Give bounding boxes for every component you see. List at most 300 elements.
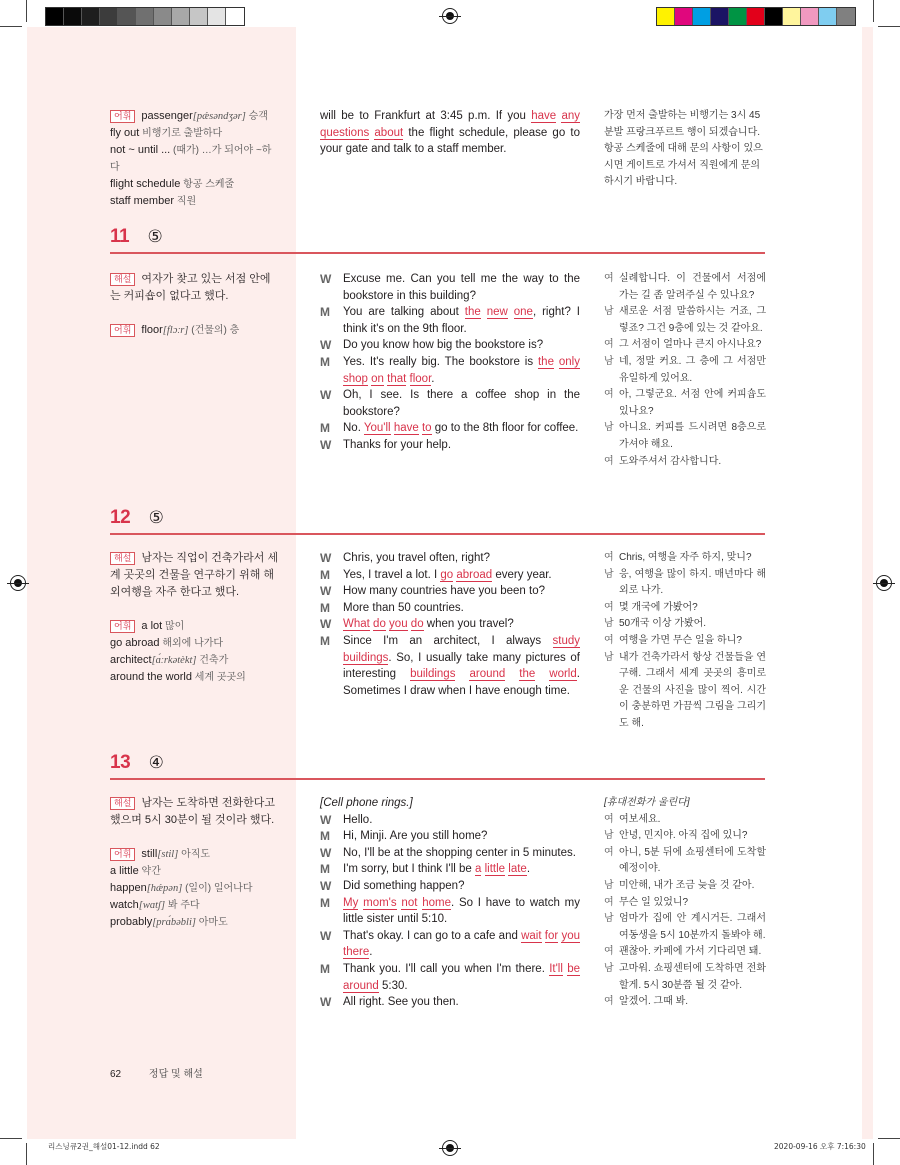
key-phrase: world bbox=[549, 668, 577, 681]
translation-line bbox=[604, 994, 766, 1011]
vocab-phonetic: [stil] bbox=[157, 849, 179, 860]
translation-text: 괜찮아. 카페에 가서 기다리면 돼. bbox=[619, 946, 762, 958]
registration-mark-icon bbox=[10, 575, 26, 591]
dialogue-line bbox=[320, 567, 580, 584]
vocab-item bbox=[110, 846, 280, 863]
dialogue-line bbox=[320, 878, 580, 895]
explanation-tag: 해설 bbox=[110, 273, 135, 286]
color-swatch bbox=[657, 8, 675, 25]
grayscale-color-bar bbox=[45, 7, 245, 26]
q11-translation bbox=[604, 271, 766, 470]
color-swatch bbox=[100, 8, 118, 25]
key-phrase: little bbox=[484, 863, 506, 876]
vocab-meaning: 승객 bbox=[245, 111, 268, 122]
speaker-label: W bbox=[320, 437, 332, 452]
speaker-label: 여 bbox=[604, 896, 614, 908]
speaker-label: M bbox=[320, 633, 330, 648]
vocab-word: staff member bbox=[110, 195, 174, 207]
speaker-label: M bbox=[320, 829, 330, 844]
section-title: 정답 및 해설 bbox=[148, 1069, 203, 1080]
key-phrase: one bbox=[513, 306, 533, 319]
vocab-item bbox=[110, 863, 280, 880]
page-number: 62 bbox=[110, 1069, 122, 1080]
color-swatch bbox=[711, 8, 729, 25]
dialogue-line bbox=[320, 895, 580, 928]
dialogue-text: No, I'll be at the shopping center in 5 minutes. bbox=[343, 846, 576, 859]
dialogue-text: No. You'll have to go to the 8th floor for coffee. bbox=[343, 422, 579, 435]
key-phrase: not bbox=[401, 896, 418, 909]
key-phrase: buildings bbox=[410, 668, 456, 681]
speaker-label: 남 bbox=[604, 830, 614, 842]
color-swatch bbox=[226, 8, 244, 25]
dialogue-line bbox=[320, 928, 580, 961]
key-phrase: go bbox=[440, 568, 454, 581]
key-phrase: questions bbox=[320, 126, 370, 139]
translation-line bbox=[604, 387, 766, 420]
speaker-label: 남 bbox=[604, 962, 614, 974]
key-phrase: the bbox=[537, 355, 554, 368]
speaker-label: W bbox=[320, 928, 332, 943]
speaker-label: 여 bbox=[604, 552, 614, 563]
translation-line bbox=[604, 961, 766, 994]
dialogue-text: I'm sorry, but I think I'll be a little late. bbox=[343, 863, 531, 876]
vocab-meaning: 많이 bbox=[162, 621, 185, 632]
vocab-word: a little bbox=[110, 865, 139, 877]
dialogue-line bbox=[320, 437, 580, 454]
translation-line bbox=[604, 633, 766, 650]
speaker-label: M bbox=[320, 600, 330, 615]
vocab-meaning: 해외에 나가다 bbox=[159, 638, 224, 649]
registration-mark-icon bbox=[442, 8, 458, 24]
page-footer bbox=[110, 1065, 203, 1080]
vocab-item bbox=[110, 635, 280, 652]
vocab-phonetic: [hǽpən] bbox=[146, 883, 183, 894]
vocab-item bbox=[110, 669, 280, 686]
translation-line bbox=[604, 911, 766, 944]
key-phrase: you bbox=[389, 618, 408, 631]
dialogue-line bbox=[320, 812, 580, 829]
translation-line bbox=[604, 944, 766, 961]
color-swatch bbox=[190, 8, 208, 25]
color-swatch bbox=[172, 8, 190, 25]
color-swatch bbox=[747, 8, 765, 25]
dialogue-text: How many countries have you been to? bbox=[343, 585, 546, 598]
question-12-header bbox=[110, 507, 765, 529]
key-phrase: home bbox=[422, 896, 451, 909]
color-swatch bbox=[729, 8, 747, 25]
key-phrase: new bbox=[486, 306, 508, 319]
speaker-label: 남 bbox=[604, 422, 614, 434]
vocab-word: probably bbox=[110, 916, 153, 928]
slug-filename: 리스닝큐2권_해설01-12.indd 62 bbox=[48, 1142, 160, 1151]
vocab-meaning: 세계 곳곳의 bbox=[191, 672, 246, 683]
translation-text: 아니, 5분 뒤에 쇼핑센터에 도착할 예정이야. bbox=[619, 846, 766, 875]
speaker-label: 남 bbox=[604, 306, 614, 318]
vocab-tag: 어휘 bbox=[110, 110, 135, 123]
vocab-word: happen bbox=[110, 882, 147, 894]
speaker-label: 남 bbox=[604, 913, 614, 925]
translation-line bbox=[604, 812, 766, 829]
translation-line bbox=[604, 878, 766, 895]
explanation-tag: 해설 bbox=[110, 797, 135, 810]
color-swatch bbox=[64, 8, 82, 25]
vocab-list bbox=[110, 618, 280, 686]
vocab-word: watch bbox=[110, 899, 139, 911]
vocab-item bbox=[110, 125, 280, 142]
translation-text: 50개국 이상 가봤어. bbox=[619, 618, 707, 630]
key-phrase: the bbox=[464, 306, 481, 319]
dialogue-text: Oh, I see. Is there a coffee shop in the bookstore? bbox=[343, 389, 580, 418]
vocab-tag: 어휘 bbox=[110, 848, 135, 861]
key-phrase: any bbox=[561, 110, 581, 122]
vocab-item bbox=[110, 652, 280, 669]
bleed-background bbox=[862, 27, 873, 1139]
vocab-meaning: 아마도 bbox=[195, 917, 228, 928]
crop-mark bbox=[0, 1138, 22, 1139]
dialogue-text: More than 50 countries. bbox=[343, 601, 464, 614]
top-translation bbox=[604, 108, 766, 191]
vocab-phonetic: [ɑ́ːrkətèkt] bbox=[151, 655, 197, 666]
translation-text: 알겠어. 그때 봐. bbox=[619, 996, 689, 1008]
speaker-label: W bbox=[320, 551, 332, 565]
translation-text: 무슨 일 있었니? bbox=[619, 896, 689, 908]
translation-line bbox=[604, 828, 766, 845]
speaker-label: W bbox=[320, 338, 332, 353]
key-phrase: What bbox=[343, 618, 370, 631]
translation-line bbox=[604, 337, 766, 354]
dialogue-line bbox=[320, 600, 580, 617]
translation-line bbox=[604, 454, 766, 471]
dialogue-text: Since I'm an architect, I always study buildings. So, I usually take many pictures of interesting buildings around the world. Sometimes I draw when I have enough time. bbox=[343, 634, 580, 697]
dialogue-line bbox=[320, 583, 580, 600]
translation-text: 내가 건축가라서 항상 건물들을 연구해. 그래서 세계 곳곳의 흥미로운 건물의 사진을 많이 찍어. 시간이 충분하면 가끔씩 그림을 그리기도 해. bbox=[619, 651, 766, 729]
key-phrase: be bbox=[567, 962, 580, 975]
translation-line bbox=[604, 600, 766, 617]
key-phrase: wait bbox=[521, 929, 542, 942]
translation-line bbox=[604, 616, 766, 633]
vocab-item bbox=[110, 108, 280, 125]
vocab-item bbox=[110, 193, 280, 210]
vocab-meaning: 비행기로 출발하다 bbox=[139, 128, 223, 139]
translation-line bbox=[604, 845, 766, 878]
explanation-tag: 해설 bbox=[110, 552, 135, 565]
dialogue-line bbox=[320, 961, 580, 994]
translation-line bbox=[604, 650, 766, 733]
color-swatch bbox=[693, 8, 711, 25]
color-swatch bbox=[208, 8, 226, 25]
color-swatch bbox=[154, 8, 172, 25]
dialogue-line bbox=[320, 828, 580, 845]
key-phrase: late bbox=[508, 863, 527, 876]
vocab-word: go abroad bbox=[110, 637, 160, 649]
dialogue-line bbox=[320, 354, 580, 387]
vocab-phonetic: [pǽsəndʒər] bbox=[192, 111, 246, 122]
crop-mark bbox=[26, 1143, 27, 1165]
color-swatch bbox=[801, 8, 819, 25]
translation-text: Chris, 여행을 자주 하지, 맞니? bbox=[619, 552, 752, 563]
dialogue-line bbox=[320, 550, 580, 567]
color-swatch bbox=[819, 8, 837, 25]
speaker-label: 여 bbox=[604, 946, 614, 958]
explanation bbox=[110, 550, 280, 601]
dialogue-text: You are talking about the new one, right? I think it's on the 9th floor. bbox=[343, 306, 580, 335]
key-phrase: have bbox=[531, 110, 557, 122]
question-13-header bbox=[110, 752, 765, 774]
speaker-label: M bbox=[320, 421, 330, 436]
key-phrase: study bbox=[552, 634, 580, 647]
vocab-word: flight schedule bbox=[110, 178, 181, 190]
crop-mark bbox=[873, 1143, 874, 1165]
vocab-tag: 어휘 bbox=[110, 620, 135, 633]
speaker-label: 남 bbox=[604, 355, 614, 367]
translation-line bbox=[604, 550, 766, 567]
color-swatch bbox=[783, 8, 801, 25]
dialogue-line bbox=[320, 387, 580, 420]
speaker-label: 여 bbox=[604, 813, 614, 825]
speaker-label: M bbox=[320, 305, 330, 320]
speaker-label: W bbox=[320, 388, 332, 403]
translation-text: 엄마가 집에 안 계시거든. 그래서 여동생을 5시 10분까지 돌봐야 해. bbox=[619, 913, 766, 941]
dialogue-text: Thanks for your help. bbox=[343, 438, 452, 451]
q11-dialogue bbox=[320, 271, 580, 454]
dialogue-text: My mom's not home. So I have to watch my little sister until 5:10. bbox=[343, 896, 580, 926]
key-phrase: you bbox=[561, 929, 580, 942]
speaker-label: W bbox=[320, 878, 332, 893]
key-phrase: on bbox=[371, 372, 384, 385]
key-phrase: It'll bbox=[549, 962, 563, 975]
q11-notes bbox=[110, 271, 280, 339]
dialogue-text: Chris, you travel often, right? bbox=[343, 552, 491, 564]
speaker-label: 여 bbox=[604, 846, 614, 858]
speaker-label: 남 bbox=[604, 568, 614, 580]
speaker-label: 여 bbox=[604, 339, 614, 351]
question-number: 13 bbox=[110, 752, 131, 773]
vocab-item bbox=[110, 914, 280, 931]
key-phrase: about bbox=[374, 126, 404, 139]
explanation bbox=[110, 795, 280, 829]
translation-text: 여행을 가면 무슨 일을 하니? bbox=[619, 634, 742, 646]
explanation-text: 남자는 직업이 건축가라서 세계 곳곳의 건물을 연구하기 위해 해외여행을 자주 한다고 했다. bbox=[110, 552, 279, 598]
speaker-label: 여 bbox=[604, 601, 614, 613]
dialogue-line bbox=[320, 271, 580, 304]
vocab-list bbox=[110, 846, 280, 931]
key-phrase: have bbox=[393, 422, 419, 435]
vocab-word: architect bbox=[110, 654, 152, 666]
q12-notes bbox=[110, 550, 280, 686]
speaker-label: 남 bbox=[604, 879, 614, 891]
key-phrase: there bbox=[343, 946, 370, 959]
key-phrase: a bbox=[475, 863, 482, 876]
dialogue-line bbox=[320, 861, 580, 878]
vocab-item bbox=[110, 142, 280, 176]
key-phrase: mom's bbox=[363, 896, 397, 909]
speaker-label: M bbox=[320, 961, 330, 976]
q13-translation bbox=[604, 795, 766, 1011]
key-phrase: that bbox=[387, 372, 407, 385]
vocab-meaning: 항공 스케줄 bbox=[180, 179, 235, 190]
dialogue-text: Thank you. I'll call you when I'm there. It'll be around 5:30. bbox=[343, 962, 580, 992]
speaker-label: W bbox=[320, 995, 332, 1010]
q12-translation bbox=[604, 550, 766, 733]
translation-line bbox=[604, 895, 766, 912]
translation-text: 실례합니다. 이 건물에서 서점에 가는 길 좀 알려주실 수 있나요? bbox=[619, 273, 766, 301]
q12-dialogue bbox=[320, 550, 580, 699]
vocab-word: around the world bbox=[110, 671, 192, 683]
key-phrase: to bbox=[421, 422, 432, 435]
vocab-meaning: (일이) 일어나다 bbox=[182, 883, 253, 894]
vocab-item bbox=[110, 880, 280, 897]
translation-text: 고마워. 쇼핑센터에 도착하면 전화할게. 5시 30분쯤 될 것 같아. bbox=[619, 962, 766, 991]
section-divider bbox=[110, 252, 765, 254]
dialogue-text: Excuse me. Can you tell me the way to the bookstore in this building? bbox=[343, 273, 580, 302]
dialogue-text: Do you know how big the bookstore is? bbox=[343, 339, 544, 352]
key-phrase: for bbox=[544, 929, 559, 942]
key-phrase: the bbox=[519, 668, 536, 681]
translation-line bbox=[604, 304, 766, 337]
translation-text: 여보세요. bbox=[619, 813, 661, 825]
dialogue-text: All right. See you then. bbox=[343, 996, 459, 1009]
vocab-tag: 어휘 bbox=[110, 324, 135, 337]
speaker-label: 여 bbox=[604, 389, 614, 401]
speaker-label: 남 bbox=[604, 651, 614, 663]
translation-line bbox=[604, 271, 766, 304]
section-divider bbox=[110, 533, 765, 535]
color-swatch bbox=[46, 8, 64, 25]
crop-mark bbox=[26, 0, 27, 22]
key-phrase: You'll bbox=[363, 422, 391, 435]
vocab-item bbox=[110, 618, 280, 635]
vocab-word: passenger bbox=[141, 110, 193, 122]
vocab-word: fly out bbox=[110, 127, 140, 139]
speaker-label: 여 bbox=[604, 455, 614, 467]
vocab-phonetic: [wɑtʃ] bbox=[138, 900, 166, 911]
vocab-meaning: (때가) …가 되어야 ~하다 bbox=[110, 145, 272, 173]
dialogue-text: Yes, I travel a lot. I go abroad every year. bbox=[343, 568, 552, 581]
vocab-meaning: 직원 bbox=[174, 196, 197, 207]
dialogue-line bbox=[320, 616, 580, 633]
speaker-label: M bbox=[320, 895, 330, 910]
vocab-word: floor bbox=[141, 324, 163, 336]
dialogue-text: Hi, Minji. Are you still home? bbox=[343, 830, 488, 843]
key-phrase: shop bbox=[343, 372, 368, 385]
key-phrase: around bbox=[469, 668, 506, 681]
speaker-label: W bbox=[320, 584, 332, 599]
dialogue-text: That's okay. I can go to a cafe and wait for you there. bbox=[343, 929, 580, 959]
answer-choice: ⑤ bbox=[147, 227, 163, 246]
speaker-label: W bbox=[320, 845, 332, 860]
speaker-label: W bbox=[320, 617, 332, 632]
registration-mark-icon bbox=[442, 1140, 458, 1156]
key-phrase: only bbox=[558, 355, 580, 368]
translation-text: 응, 여행을 많이 하지. 매년마다 해외로 나가. bbox=[619, 568, 766, 597]
vocab-word: not ~ until ... bbox=[110, 144, 171, 156]
vocab-meaning: 봐 주다 bbox=[165, 900, 200, 911]
section-divider bbox=[110, 778, 765, 780]
translation-text: 미안해, 내가 조금 늦을 것 같아. bbox=[619, 879, 755, 891]
key-phrase: abroad bbox=[456, 568, 493, 581]
vocab-phonetic: [flɔːr] bbox=[162, 325, 189, 336]
translation-text: 가장 먼저 출발하는 비행기는 3시 45분발 프랑크푸르트 행이 되겠습니다. 항공 스케줄에 대해 문의 사항이 있으시면 게이트로 가셔서 직원에게 문의하시기 바랍니다. bbox=[604, 110, 763, 188]
registration-mark-icon bbox=[876, 575, 892, 591]
dialogue-line bbox=[320, 633, 580, 699]
vocab-item bbox=[110, 176, 280, 193]
vocab-word: still bbox=[141, 848, 158, 860]
explanation-text: 여자가 찾고 있는 서점 안에는 커피숍이 없다고 했다. bbox=[110, 273, 271, 302]
speaker-label: W bbox=[320, 812, 332, 827]
color-swatch bbox=[136, 8, 154, 25]
crop-mark bbox=[0, 26, 22, 27]
translation-text: 도와주셔서 감사합니다. bbox=[619, 455, 722, 467]
color-swatch bbox=[118, 8, 136, 25]
dialogue-line bbox=[320, 304, 580, 337]
color-swatch bbox=[675, 8, 693, 25]
key-phrase: around bbox=[343, 979, 379, 992]
dialogue-text: What do you do when you travel? bbox=[343, 618, 514, 631]
translation-line bbox=[604, 420, 766, 453]
dialogue-text: Yes. It's really big. The bookstore is the only shop on that floor. bbox=[343, 355, 580, 385]
stage-direction: [Cell phone rings.] bbox=[320, 797, 413, 809]
question-number: 11 bbox=[110, 226, 130, 247]
key-phrase: floor bbox=[409, 372, 432, 385]
vocab-item bbox=[110, 322, 280, 339]
speaker-label: 여 bbox=[604, 634, 614, 646]
question-number: 12 bbox=[110, 507, 131, 528]
stage-direction: [휴대전화가 울린다] bbox=[604, 797, 690, 808]
vocab-meaning: (건물의) 층 bbox=[188, 325, 240, 336]
answer-choice: ④ bbox=[148, 753, 164, 772]
speaker-label: M bbox=[320, 862, 330, 877]
speaker-label: 남 bbox=[604, 618, 614, 630]
crop-mark bbox=[878, 26, 900, 27]
translation-text: 아, 그렇군요. 서점 안에 커피숍도 있나요? bbox=[619, 389, 766, 417]
dialogue-line bbox=[320, 845, 580, 862]
dialogue-line bbox=[320, 337, 580, 354]
explanation-text: 남자는 도착하면 전화한다고 했으며 5시 30분이 될 것이라 했다. bbox=[110, 797, 276, 826]
top-script: will be to Frankfurt at 3:45 p.m. If you have any questions about the flight schedule, please go to your gate and talk to a staff member. bbox=[320, 110, 581, 156]
dialogue-text: Hello. bbox=[343, 813, 373, 826]
vocab-item bbox=[110, 897, 280, 914]
crop-mark bbox=[878, 1138, 900, 1139]
vocab-meaning: 건축가 bbox=[196, 655, 229, 666]
speaker-label: 여 bbox=[604, 996, 614, 1008]
speaker-label: M bbox=[320, 567, 330, 582]
color-swatch bbox=[765, 8, 783, 25]
answer-choice: ⑤ bbox=[148, 508, 164, 527]
speaker-label: W bbox=[320, 272, 332, 286]
translation-line bbox=[604, 354, 766, 387]
speaker-label: 여 bbox=[604, 273, 614, 284]
dialogue-text: Did something happen? bbox=[343, 879, 465, 892]
translation-line bbox=[604, 567, 766, 600]
vocab-word: a lot bbox=[141, 620, 163, 632]
translation-text: 몇 개국에 가봤어? bbox=[619, 601, 698, 613]
translation-text: 아니요. 커피를 드시려면 8층으로 가셔야 해요. bbox=[619, 422, 766, 450]
color-swatch bbox=[82, 8, 100, 25]
vocab-phonetic: [prɑ́bəbli] bbox=[152, 917, 196, 928]
translation-text: 그 서점이 얼마나 큰지 아시나요? bbox=[619, 339, 762, 351]
top-vocab-list bbox=[110, 108, 280, 210]
speaker-label: M bbox=[320, 354, 330, 369]
dialogue-line bbox=[320, 994, 580, 1011]
crop-mark bbox=[873, 0, 874, 22]
vocab-meaning: 약간 bbox=[138, 866, 161, 877]
slug-timestamp: 2020-09-16 오후 7:16:30 bbox=[774, 1142, 866, 1151]
translation-text: 안녕, 민지야. 아직 집에 있니? bbox=[619, 830, 748, 842]
key-phrase: do bbox=[410, 618, 424, 631]
key-phrase: My bbox=[343, 896, 359, 909]
question-11-header bbox=[110, 226, 765, 248]
q13-notes bbox=[110, 795, 280, 931]
